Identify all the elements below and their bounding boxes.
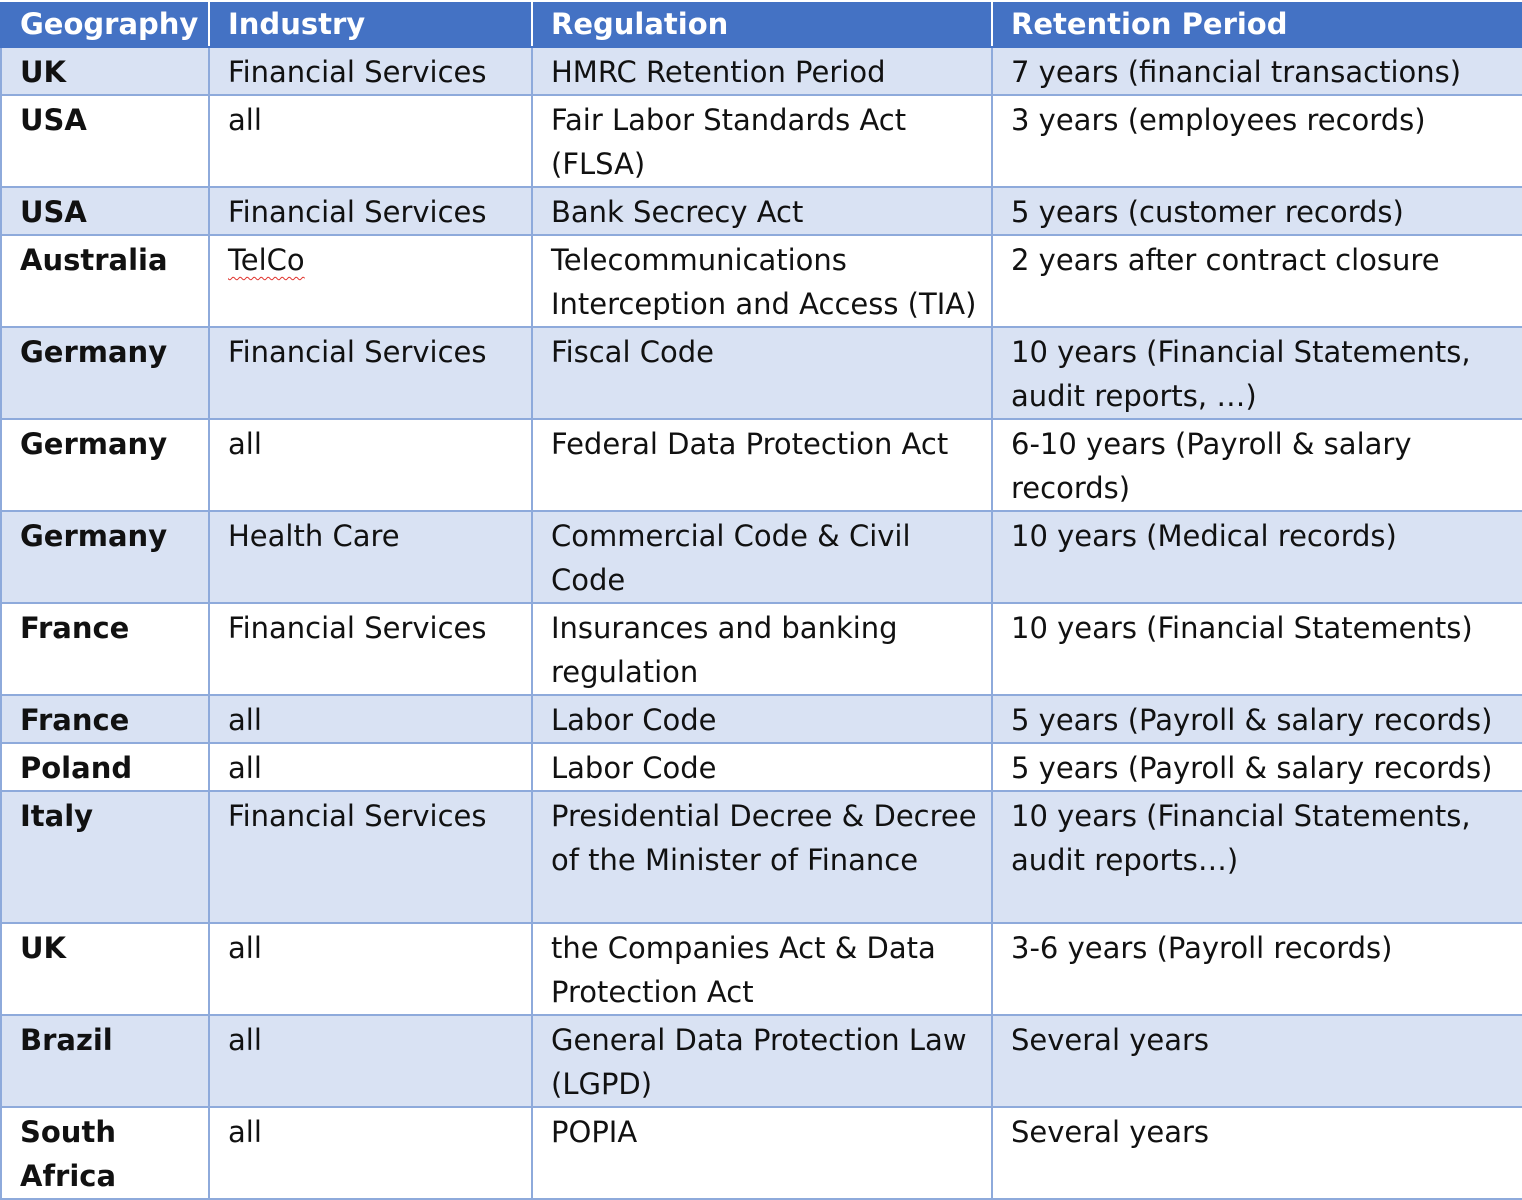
regulation-cell: Fiscal Code [532,327,992,419]
geography-cell: USA [1,95,209,187]
geography-cell: Germany [1,511,209,603]
retention-cell: 3-6 years (Payroll records) [992,923,1522,1015]
header-geography: Geography [1,1,209,47]
regulation-cell: Commercial Code & Civil Code [532,511,992,603]
retention-cell: Several years [992,1107,1522,1199]
geography-cell: USA [1,187,209,235]
header-regulation: Regulation [532,1,992,47]
geography-cell: UK [1,47,209,95]
industry-cell: all [209,1015,532,1107]
geography-cell: UK [1,923,209,1015]
retention-cell: 10 years (Financial Statements, audit reports…) [992,791,1522,923]
regulation-cell: General Data Protection Law (LGPD) [532,1015,992,1107]
industry-cell: all [209,1107,532,1199]
geography-cell: Italy [1,791,209,923]
geography-cell: Brazil [1,1015,209,1107]
regulation-cell: Bank Secrecy Act [532,187,992,235]
retention-cell: 6-10 years (Payroll & salary records) [992,419,1522,511]
geography-cell: Poland [1,743,209,791]
table-row [1,511,1522,603]
regulation-cell: Telecommunications Interception and Access (TIA) [532,235,992,327]
regulation-cell: HMRC Retention Period [532,47,992,95]
header-row [1,1,1522,47]
header-retention-period: Retention Period [992,1,1522,47]
geography-cell: Germany [1,419,209,511]
regulation-cell: Federal Data Protection Act [532,419,992,511]
retention-cell: 5 years (customer records) [992,187,1522,235]
table-row [1,695,1522,743]
regulation-cell: Labor Code [532,695,992,743]
table-row [1,743,1522,791]
table-row [1,95,1522,187]
industry-cell: Financial Services [209,603,532,695]
retention-cell: 10 years (Medical records) [992,511,1522,603]
table-row [1,923,1522,1015]
retention-cell: 5 years (Payroll & salary records) [992,743,1522,791]
industry-cell: Financial Services [209,47,532,95]
table-row [1,235,1522,327]
table-row [1,603,1522,695]
industry-cell: all [209,419,532,511]
geography-cell: Australia [1,235,209,327]
retention-cell: 3 years (employees records) [992,95,1522,187]
geography-cell: South Africa [1,1107,209,1199]
table-row [1,419,1522,511]
retention-cell: 10 years (Financial Statements, audit reports, …) [992,327,1522,419]
industry-cell: all [209,743,532,791]
retention-cell: 5 years (Payroll & salary records) [992,695,1522,743]
industry-cell: Health Care [209,511,532,603]
industry-cell: all [209,695,532,743]
industry-cell: Financial Services [209,327,532,419]
header-industry: Industry [209,1,532,47]
table-row [1,1015,1522,1107]
spellcheck-underlined-text[interactable]: TelCo [228,243,305,277]
table-row [1,187,1522,235]
geography-cell: France [1,603,209,695]
industry-cell: all [209,95,532,187]
table-row [1,327,1522,419]
industry-cell: Financial Services [209,791,532,923]
geography-cell: Germany [1,327,209,419]
table-row [1,791,1522,923]
retention-cell: Several years [992,1015,1522,1107]
table-row [1,1107,1522,1199]
retention-cell: 7 years (financial transactions) [992,47,1522,95]
retention-cell: 2 years after contract closure [992,235,1522,327]
regulation-cell: the Companies Act & Data Protection Act [532,923,992,1015]
regulation-cell: Presidential Decree & Decree of the Minister of Finance [532,791,992,923]
table-row [1,47,1522,95]
geography-cell: France [1,695,209,743]
regulation-cell: Insurances and banking regulation [532,603,992,695]
regulation-cell: Labor Code [532,743,992,791]
regulation-cell: Fair Labor Standards Act (FLSA) [532,95,992,187]
industry-cell [209,235,532,327]
industry-cell: all [209,923,532,1015]
retention-cell: 10 years (Financial Statements) [992,603,1522,695]
regulation-cell: POPIA [532,1107,992,1199]
industry-cell: Financial Services [209,187,532,235]
